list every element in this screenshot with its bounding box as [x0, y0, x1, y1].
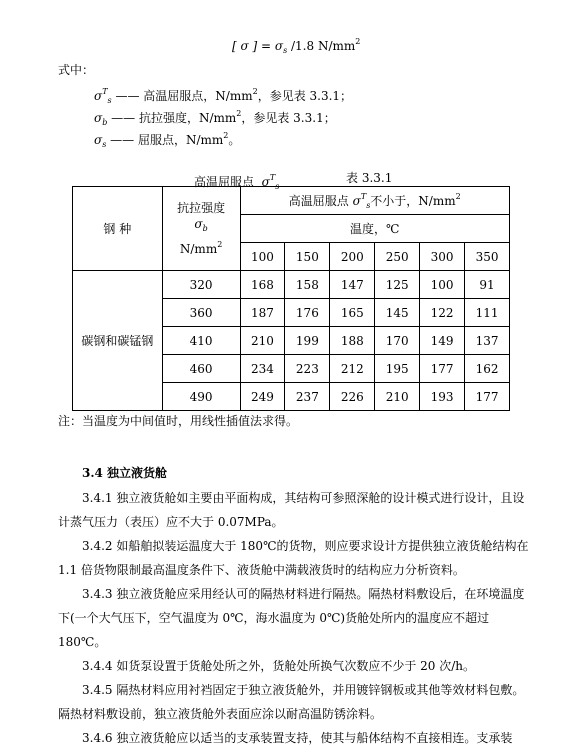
value-cell: 149	[420, 327, 465, 355]
tensile-cell: 410	[162, 327, 240, 355]
table-row	[73, 271, 510, 299]
value-cell: 187	[240, 299, 285, 327]
paragraph-3-4-2: 3.4.2 如船舶拟装运温度大于 180℃的货物，则应要求设计方提供独立液货舱结构在 1.1 倍货物限制最高温度条件下、液货舱中满载液货时的结构应力分析资料。	[58, 539, 529, 577]
value-cell: 162	[465, 355, 510, 383]
formula-lhs: [ σ ]	[232, 39, 258, 53]
value-cell: 223	[285, 355, 330, 383]
temp-header-cell: 350	[465, 243, 510, 271]
table-number: 表 3.3.1	[346, 171, 393, 185]
paragraph-3-4-6: 3.4.6 独立液货舱应以适当的支承装置支持，使其与船体结构不直接相连。支承装	[82, 731, 513, 745]
paragraph-3-4-5: 3.4.5 隔热材料应用衬裆固定于独立液货舱外，并用镀锌钢板或其他等效材料包敷。隔热材料敷设前，独立液货舱外表面应涂以耐高温防锈涂料。	[58, 683, 525, 721]
allowable-stress-formula	[232, 34, 360, 59]
value-cell: 210	[240, 327, 285, 355]
value-cell: 237	[285, 383, 330, 411]
paragraph-3-4-1: 3.4.1 独立液货舱如主要由平面构成，其结构可参照深舱的设计模式进行设计，且设计蒸气压力（表压）应不大于 0.07MPa。	[58, 491, 525, 529]
value-cell: 122	[420, 299, 465, 327]
value-cell: 234	[240, 355, 285, 383]
value-cell: 177	[465, 383, 510, 411]
value-cell: 147	[330, 271, 375, 299]
value-cell: 195	[375, 355, 420, 383]
header-tensile-strength: 抗拉强度 $\sigma_b$ $N/mm^2$	[162, 187, 240, 271]
tensile-cell: 460	[162, 355, 240, 383]
temp-header-cell: 150	[285, 243, 330, 271]
paragraph-3-4-3: 3.4.3 独立液货舱应采用经认可的隔热材料进行隔热。隔热材料敷设后，在环境温度下(一个大气压下，空气温度为 0℃，海水温度为 0℃)货舱处所内的温度应不超过 180℃。	[58, 587, 525, 649]
value-cell: 199	[285, 327, 330, 355]
table-caption: 高温屈服点 $\sigma^T_s$	[194, 173, 280, 191]
value-cell: 177	[420, 355, 465, 383]
value-cell: 91	[465, 271, 510, 299]
definition-yield-point: $\sigma_s$ —— 屈服点，$N/mm^2$。	[94, 131, 241, 149]
steel-name-cell: 碳钢和碳锰钢	[73, 271, 163, 411]
value-cell: 249	[240, 383, 285, 411]
definition-tensile-strength: $\sigma_b$ —— 抗拉强度，$N/mm^2$，参见表 3.3.1；	[94, 109, 336, 127]
paragraph-3-4-4: 3.4.4 如货泵设置于货舱处所之外，货舱处所换气次数应不少于 20 次/h。	[82, 659, 476, 673]
definition-high-temp-yield: $\sigma^T_s$ —— 高温屈服点，$N/mm^2$，参见表 3.3.1；	[94, 87, 353, 105]
tensile-cell: 490	[162, 383, 240, 411]
value-cell: 193	[420, 383, 465, 411]
value-cell: 212	[330, 355, 375, 383]
value-cell: 165	[330, 299, 375, 327]
tensile-cell: 360	[162, 299, 240, 327]
value-cell: 158	[285, 271, 330, 299]
temp-header-cell: 300	[420, 243, 465, 271]
header-temperature: 温度，℃	[240, 215, 509, 243]
formula-sup2: 2	[355, 37, 361, 46]
where-label: 式中：	[58, 63, 95, 77]
header-steel-grade: 钢 种	[73, 187, 163, 271]
value-cell: 137	[465, 327, 510, 355]
table-note: 注：当温度为中间值时，用线性插值法求得。	[58, 414, 299, 428]
value-cell: 168	[240, 271, 285, 299]
formula-sigma: σ	[274, 39, 284, 53]
value-cell: 226	[330, 383, 375, 411]
temp-header-cell: 200	[330, 243, 375, 271]
temp-header-cell: 100	[240, 243, 285, 271]
header-high-temp-yield: 高温屈服点 $\sigma^T_s$不小于，$N/mm^2$	[240, 187, 509, 215]
value-cell: 188	[330, 327, 375, 355]
value-cell: 210	[375, 383, 420, 411]
formula-tail: /1.8 N/mm	[287, 39, 356, 53]
formula-sub-s: s	[283, 46, 288, 55]
value-cell: 100	[420, 271, 465, 299]
value-cell: 125	[375, 271, 420, 299]
tensile-cell: 320	[162, 271, 240, 299]
value-cell: 170	[375, 327, 420, 355]
value-cell: 145	[375, 299, 420, 327]
formula-equals: =	[257, 39, 275, 53]
high-temp-yield-table	[72, 186, 510, 411]
temp-header-cell: 250	[375, 243, 420, 271]
value-cell: 111	[465, 299, 510, 327]
value-cell: 176	[285, 299, 330, 327]
section-heading: 3.4 独立液货舱	[82, 466, 168, 480]
